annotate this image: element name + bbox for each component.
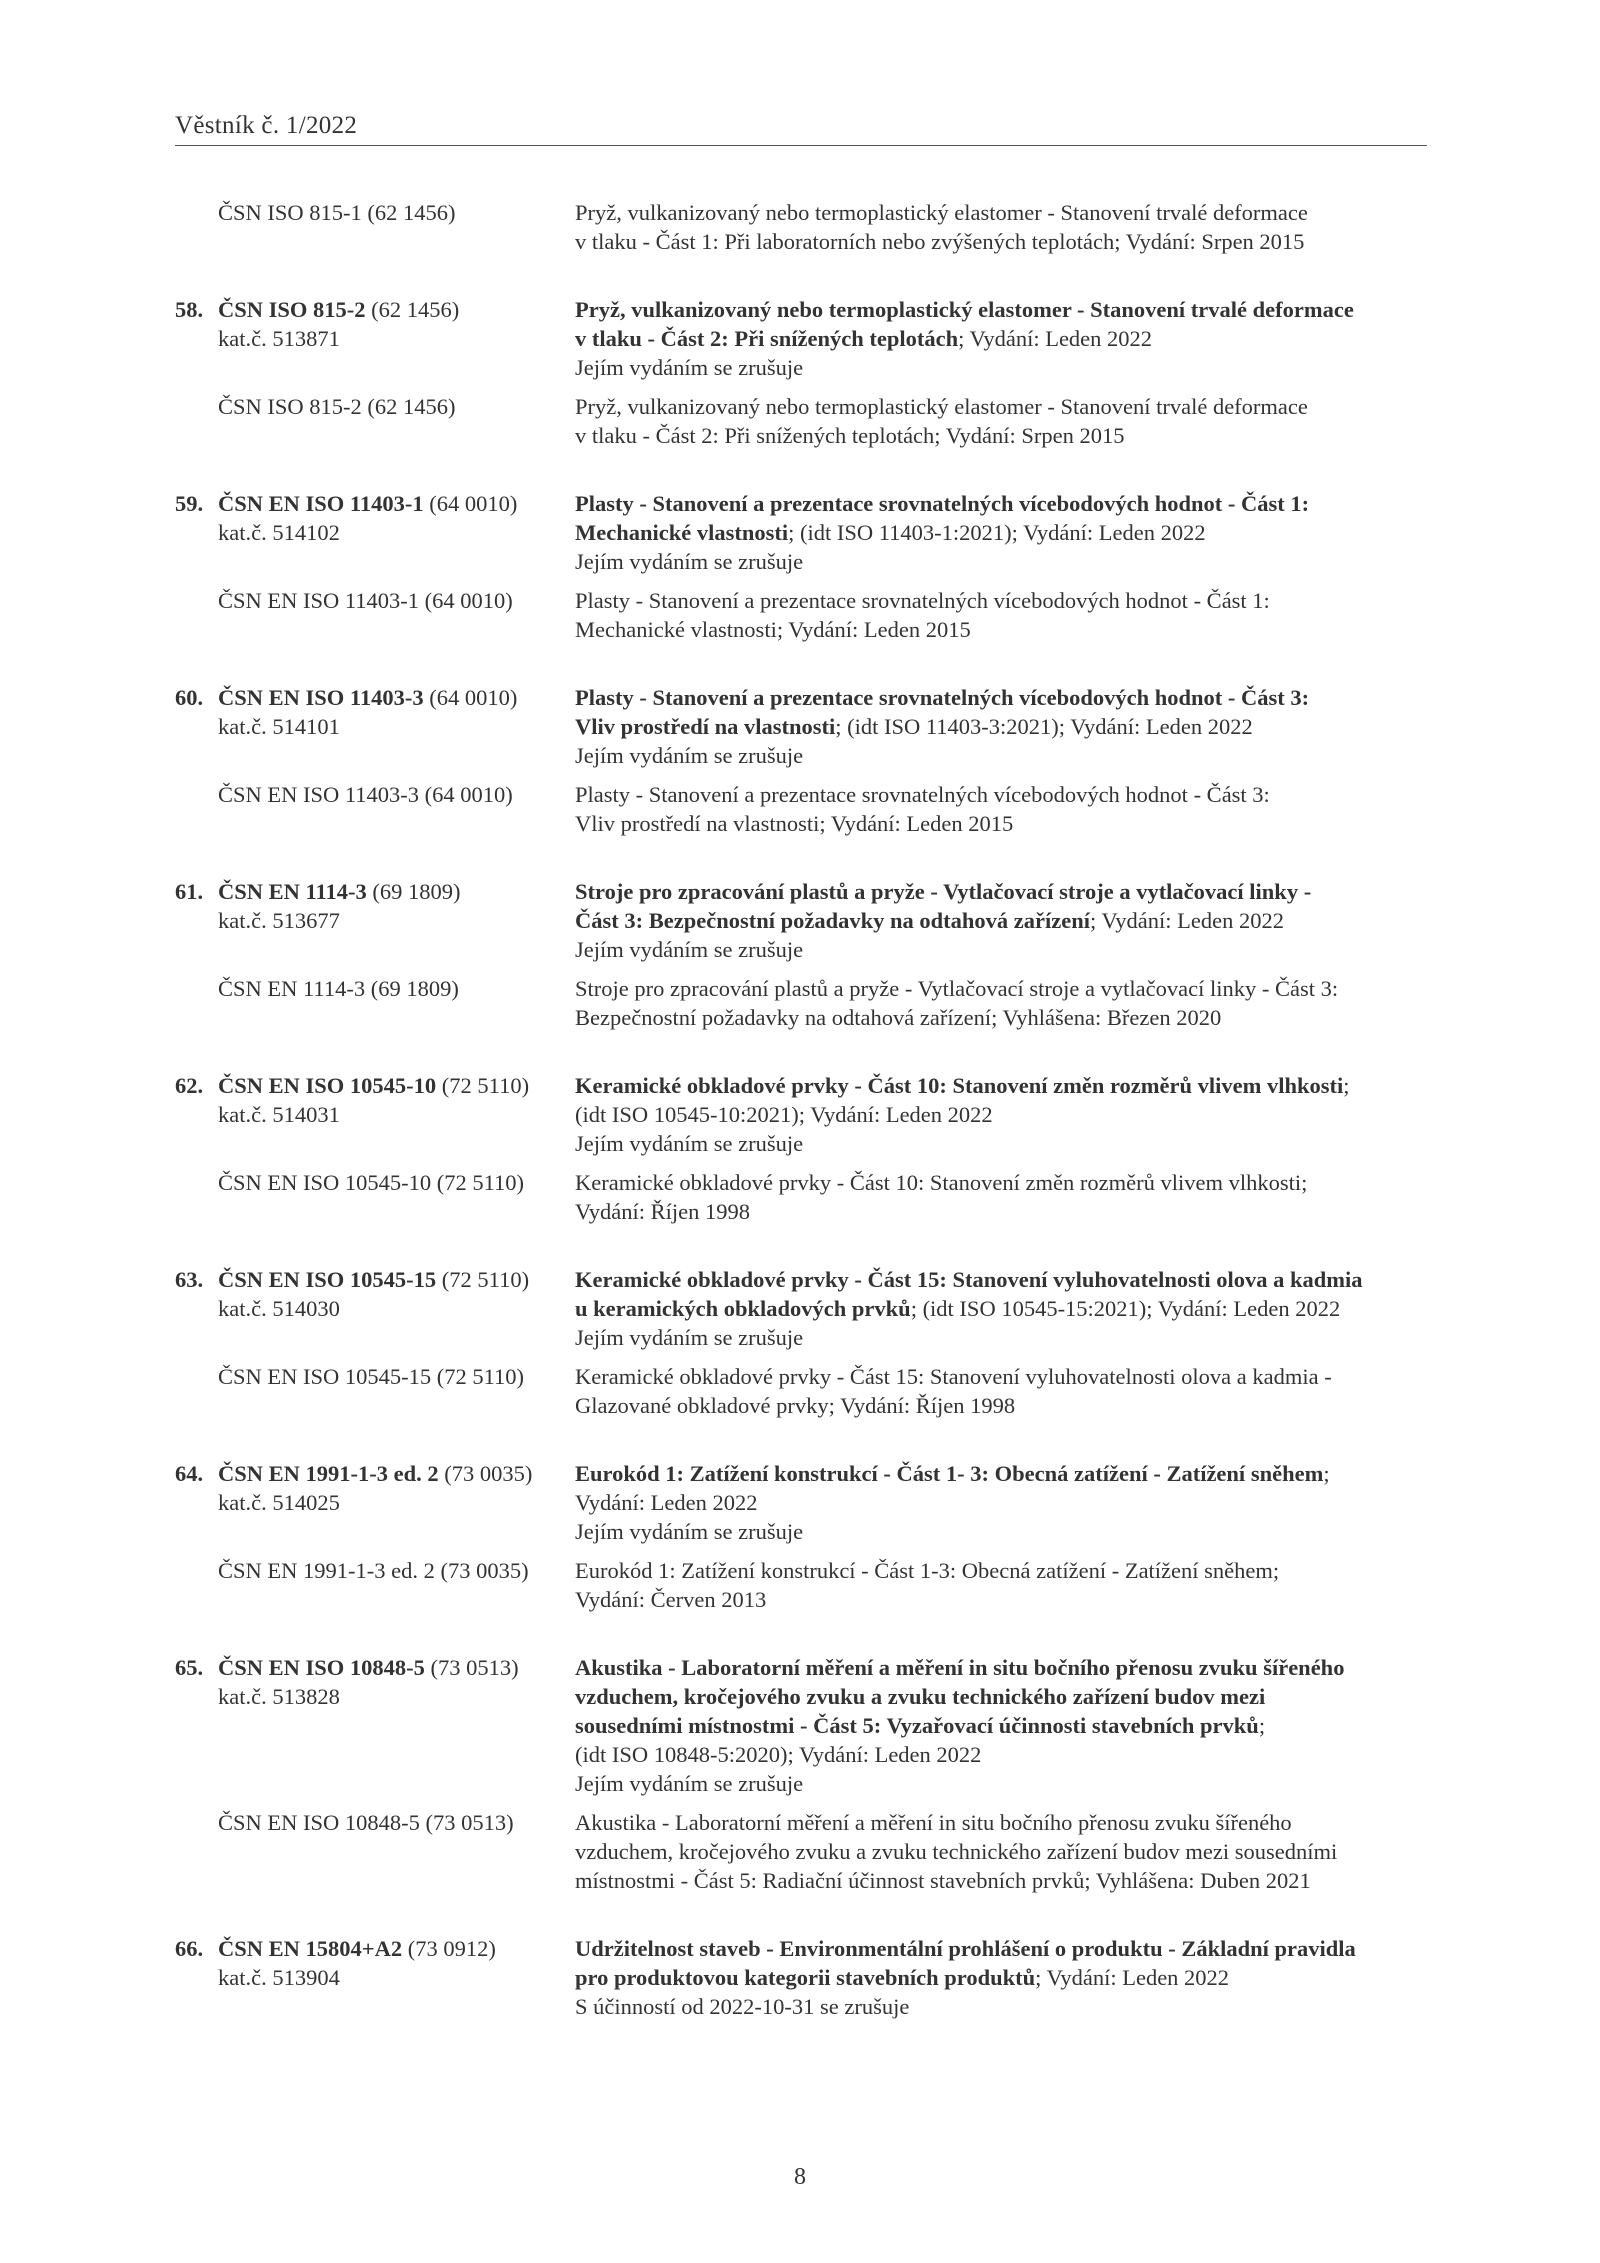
title-bold-text: vzduchem, kročejového zvuku a zvuku technického zařízení budov mezi — [575, 1684, 1266, 1709]
replaced-standard-code-cell — [175, 1556, 575, 1614]
replaced-standard-row — [175, 1168, 1427, 1226]
standard-code-cell — [175, 683, 575, 770]
page-number: 8 — [794, 2164, 806, 2190]
title-text: Jejím vydáním se zrušuje — [575, 1771, 804, 1796]
old-standard-code: ČSN ISO 815-1 (62 1456) — [218, 200, 456, 225]
title-bold-text: u keramických obkladových prvků — [575, 1296, 911, 1321]
replaced-standard-code-cell — [175, 780, 575, 838]
catalog-number: kat.č. 514030 — [218, 1296, 340, 1321]
old-standard-code-cell — [175, 198, 575, 256]
title-bold-text: Mechanické vlastnosti — [575, 520, 789, 545]
replaced-title-line: Bezpečnostní požadavky na odtahová zařízení; Vyhlášena: Březen 2020 — [575, 1005, 1222, 1030]
title-line — [575, 1740, 1427, 1769]
title-text: Jejím vydáním se zrušuje — [575, 1325, 804, 1350]
title-line — [575, 1517, 1427, 1546]
replaced-standard-row — [175, 780, 1427, 838]
standard-entry — [175, 1934, 1427, 2021]
catalog-number: kat.č. 513904 — [218, 1965, 340, 1990]
standard-class-number: (64 0010) — [423, 491, 518, 516]
standard-title — [575, 1071, 1427, 1158]
standard-title — [575, 877, 1427, 964]
replaced-standard-code-cell — [175, 1808, 575, 1895]
catalog-number: kat.č. 513677 — [218, 908, 340, 933]
title-line — [575, 877, 1427, 906]
title-line — [575, 935, 1427, 964]
title-line — [575, 518, 1427, 547]
replaced-standard-code: ČSN EN ISO 10545-15 (72 5110) — [218, 1364, 525, 1389]
replaced-title-line: Vliv prostředí na vlastnosti; Vydání: Leden 2015 — [575, 811, 1014, 836]
replaced-title-line: Stroje pro zpracování plastů a pryže - Vytlačovací stroje a vytlačovací linky - Část 3: — [575, 976, 1339, 1001]
title-text: Vydání: Leden 2022 — [575, 1490, 758, 1515]
title-bold-text: Stroje pro zpracování plastů a pryže - Vytlačovací stroje a vytlačovací linky - — [575, 879, 1312, 904]
replaced-title-line: Glazované obkladové prvky; Vydání: Říjen 1998 — [575, 1393, 1016, 1418]
title-bold-text: Vliv prostředí na vlastnosti — [575, 714, 836, 739]
standard-class-number: (64 0010) — [423, 685, 518, 710]
standard-code-cell — [175, 877, 575, 964]
standard-code: ČSN EN 15804+A2 — [218, 1936, 403, 1961]
replaced-title-line: v tlaku - Část 2: Při snížených teplotách; Vydání: Srpen 2015 — [575, 423, 1125, 448]
title-text: Jejím vydáním se zrušuje — [575, 743, 804, 768]
entry-number: 61. — [175, 879, 204, 904]
standard-code: ČSN EN ISO 10545-10 — [218, 1073, 437, 1098]
standard-class-number: (73 0912) — [402, 1936, 496, 1961]
replaced-title-line: Vydání: Říjen 1998 — [575, 1199, 750, 1224]
header-rule — [175, 145, 1427, 146]
replaced-standard-title — [575, 1168, 1427, 1226]
title-text: S účinností od 2022-10-31 se zrušuje — [575, 1994, 910, 2019]
title-line — [575, 1294, 1427, 1323]
title-text: Jejím vydáním se zrušuje — [575, 1131, 804, 1156]
replaced-standard-title — [575, 1808, 1427, 1895]
replaced-title-line: Vydání: Červen 2013 — [575, 1587, 767, 1612]
title-bold-text: Plasty - Stanovení a prezentace srovnatelných vícebodových hodnot - Část 3: — [575, 685, 1310, 710]
standard-entry — [175, 683, 1427, 838]
title-line — [575, 1711, 1427, 1740]
title-line — [575, 1992, 1427, 2021]
title-bold-text: Pryž, vulkanizovaný nebo termoplastický elastomer - Stanovení trvalé deformace — [575, 297, 1354, 322]
title-line — [575, 1265, 1427, 1294]
replaced-standard-row — [175, 586, 1427, 644]
standard-entry — [175, 489, 1427, 644]
new-standard-row — [175, 1653, 1427, 1798]
title-bold-text: pro produktovou kategorii stavebních produktů — [575, 1965, 1036, 1990]
title-line — [575, 1129, 1427, 1158]
title-line — [575, 1323, 1427, 1352]
title-line — [575, 1653, 1427, 1682]
replaced-standard-title — [575, 780, 1427, 838]
new-standard-row — [175, 1934, 1427, 2021]
replaced-title-line: vzduchem, kročejového zvuku a zvuku technického zařízení budov mezi sousedními — [575, 1839, 1338, 1864]
entry-number: 63. — [175, 1267, 204, 1292]
standard-class-number: (72 5110) — [436, 1267, 530, 1292]
replaced-title-line: Akustika - Laboratorní měření a měření in situ bočního přenosu zvuku šířeného — [575, 1810, 1292, 1835]
standard-title — [575, 1934, 1427, 2021]
title-text: ; (idt ISO 10545-15:2021); Vydání: Leden 2022 — [910, 1296, 1341, 1321]
title-text: (idt ISO 10848-5:2020); Vydání: Leden 2022 — [575, 1742, 982, 1767]
standard-code: ČSN ISO 815-2 — [218, 297, 366, 322]
title-text: ; (idt ISO 11403-3:2021); Vydání: Leden 2022 — [835, 714, 1253, 739]
title-line — [575, 295, 1427, 324]
replaced-standard-row — [175, 1808, 1427, 1895]
title-bold-text: Část 3: Bezpečnostní požadavky na odtahová zařízení — [575, 908, 1091, 933]
standard-entry — [175, 877, 1427, 1032]
catalog-number: kat.č. 514102 — [218, 520, 340, 545]
standard-entry — [175, 1071, 1427, 1226]
entry-number: 66. — [175, 1936, 204, 1961]
standard-code: ČSN EN ISO 10545-15 — [218, 1267, 437, 1292]
replaced-standard-row — [175, 1556, 1427, 1614]
standard-code: ČSN EN 1114-3 — [218, 879, 367, 904]
replaced-standard-row — [175, 974, 1427, 1032]
standard-code-cell — [175, 295, 575, 382]
title-line — [575, 1682, 1427, 1711]
catalog-number: kat.č. 513871 — [218, 326, 340, 351]
replaced-title-line: Pryž, vulkanizovaný nebo termoplastický elastomer - Stanovení trvalé deformace — [575, 394, 1308, 419]
title-bold-text: Plasty - Stanovení a prezentace srovnatelných vícebodových hodnot - Část 1: — [575, 491, 1310, 516]
title-text: ; — [1323, 1461, 1330, 1486]
standard-code-cell — [175, 1265, 575, 1352]
old-standard-row — [175, 198, 1427, 256]
title-line — [575, 1459, 1427, 1488]
standard-code: ČSN EN ISO 11403-3 — [218, 685, 424, 710]
title-line — [575, 1963, 1427, 1992]
standards-list — [175, 198, 1427, 2060]
title-line — [575, 712, 1427, 741]
standard-entry — [175, 295, 1427, 450]
standard-entry — [175, 1653, 1427, 1895]
replaced-title-line: Plasty - Stanovení a prezentace srovnatelných vícebodových hodnot - Část 3: — [575, 782, 1270, 807]
title-text: ; — [1343, 1073, 1350, 1098]
replaced-standard-code-cell — [175, 586, 575, 644]
title-text: Jejím vydáním se zrušuje — [575, 549, 804, 574]
top-old-entry — [175, 198, 1427, 256]
replaced-standard-title — [575, 1362, 1427, 1420]
title-line — [575, 741, 1427, 770]
old-title-line: v tlaku - Část 1: Při laboratorních nebo zvýšených teplotách; Vydání: Srpen 2015 — [575, 229, 1305, 254]
title-bold-text: sousedními místnostmi - Část 5: Vyzařovací účinnosti stavebních prvků — [575, 1713, 1259, 1738]
new-standard-row — [175, 1265, 1427, 1352]
old-title-line: Pryž, vulkanizovaný nebo termoplastický elastomer - Stanovení trvalé deformace — [575, 200, 1308, 225]
replaced-standard-code-cell — [175, 974, 575, 1032]
title-line — [575, 547, 1427, 576]
replaced-standard-title — [575, 586, 1427, 644]
standard-entry — [175, 1459, 1427, 1614]
new-standard-row — [175, 489, 1427, 576]
standard-code-cell — [175, 1653, 575, 1798]
replaced-standard-code: ČSN EN ISO 11403-3 (64 0010) — [218, 782, 513, 807]
new-standard-row — [175, 295, 1427, 382]
title-line — [575, 324, 1427, 353]
replaced-title-line: Keramické obkladové prvky - Část 10: Stanovení změn rozměrů vlivem vlhkosti; — [575, 1170, 1308, 1195]
title-line — [575, 489, 1427, 518]
replaced-standard-code-cell — [175, 1168, 575, 1226]
title-text: Jejím vydáním se zrušuje — [575, 355, 804, 380]
title-text: ; Vydání: Leden 2022 — [1090, 908, 1284, 933]
entry-number: 62. — [175, 1073, 204, 1098]
new-standard-row — [175, 1459, 1427, 1546]
replaced-title-line: Keramické obkladové prvky - Část 15: Stanovení vyluhovatelnosti olova a kadmia - — [575, 1364, 1332, 1389]
replaced-standard-code-cell — [175, 1362, 575, 1420]
title-bold-text: Udržitelnost staveb - Environmentální prohlášení o produktu - Základní pravidla — [575, 1936, 1356, 1961]
catalog-number: kat.č. 514031 — [218, 1102, 340, 1127]
title-line — [575, 906, 1427, 935]
standard-title — [575, 295, 1427, 382]
standard-code: ČSN EN ISO 11403-1 — [218, 491, 424, 516]
title-line — [575, 353, 1427, 382]
title-text: ; — [1258, 1713, 1266, 1738]
title-text: Jejím vydáním se zrušuje — [575, 1519, 804, 1544]
standard-title — [575, 1265, 1427, 1352]
title-bold-text: v tlaku - Část 2: Při snížených teplotách — [575, 326, 959, 351]
standard-code-cell — [175, 1071, 575, 1158]
new-standard-row — [175, 877, 1427, 964]
standard-class-number: (72 5110) — [436, 1073, 530, 1098]
title-line — [575, 1071, 1427, 1100]
replaced-standard-title — [575, 392, 1427, 450]
title-text: (idt ISO 10545-10:2021); Vydání: Leden 2022 — [575, 1102, 993, 1127]
replaced-standard-title — [575, 1556, 1427, 1614]
replaced-standard-code: ČSN EN ISO 10848-5 (73 0513) — [218, 1810, 514, 1835]
title-bold-text: Keramické obkladové prvky - Část 15: Stanovení vyluhovatelnosti olova a kadmia — [575, 1267, 1363, 1292]
standard-code-cell — [175, 1459, 575, 1546]
catalog-number: kat.č. 514101 — [218, 714, 340, 739]
replaced-standard-code-cell — [175, 392, 575, 450]
page-header-title: Věstník č. 1/2022 — [175, 112, 358, 139]
standard-code-cell — [175, 1934, 575, 2021]
title-line — [575, 1488, 1427, 1517]
replaced-standard-code: ČSN EN ISO 11403-1 (64 0010) — [218, 588, 513, 613]
title-bold-text: Eurokód 1: Zatížení konstrukcí - Část 1- 3: Obecná zatížení - Zatížení sněhem — [575, 1461, 1324, 1486]
entry-number: 60. — [175, 685, 204, 710]
new-standard-row — [175, 683, 1427, 770]
title-text: ; Vydání: Leden 2022 — [1035, 1965, 1230, 1990]
standard-class-number: (69 1809) — [366, 879, 461, 904]
replaced-title-line: Plasty - Stanovení a prezentace srovnatelných vícebodových hodnot - Část 1: — [575, 588, 1270, 613]
title-line — [575, 1769, 1427, 1798]
new-standard-row — [175, 1071, 1427, 1158]
title-line — [575, 1100, 1427, 1129]
standard-code: ČSN EN 1991-1-3 ed. 2 — [218, 1461, 439, 1486]
title-text: Jejím vydáním se zrušuje — [575, 937, 804, 962]
title-line — [575, 1934, 1427, 1963]
replaced-standard-code: ČSN ISO 815-2 (62 1456) — [218, 394, 456, 419]
replaced-standard-code: ČSN EN 1991-1-3 ed. 2 (73 0035) — [218, 1558, 529, 1583]
standard-class-number: (73 0035) — [438, 1461, 533, 1486]
standard-code: ČSN EN ISO 10848-5 — [218, 1655, 425, 1680]
entry-number: 65. — [175, 1655, 204, 1680]
replaced-title-line: Mechanické vlastnosti; Vydání: Leden 2015 — [575, 617, 971, 642]
title-bold-text: Keramické obkladové prvky - Část 10: Stanovení změn rozměrů vlivem vlhkosti — [575, 1073, 1344, 1098]
title-text: ; (idt ISO 11403-1:2021); Vydání: Leden 2022 — [788, 520, 1206, 545]
catalog-number: kat.č. 513828 — [218, 1684, 340, 1709]
standard-class-number: (62 1456) — [365, 297, 460, 322]
replaced-standard-title — [575, 974, 1427, 1032]
replaced-standard-row — [175, 392, 1427, 450]
standard-title — [575, 683, 1427, 770]
standard-title — [575, 1459, 1427, 1546]
title-bold-text: Akustika - Laboratorní měření a měření in situ bočního přenosu zvuku šířeného — [575, 1655, 1345, 1680]
standard-entry — [175, 1265, 1427, 1420]
standard-title — [575, 489, 1427, 576]
entry-number: 64. — [175, 1461, 204, 1486]
replaced-title-line: Eurokód 1: Zatížení konstrukcí - Část 1-3: Obecná zatížení - Zatížení sněhem; — [575, 1558, 1280, 1583]
standard-code-cell — [175, 489, 575, 576]
title-line — [575, 683, 1427, 712]
replaced-title-line: místnostmi - Část 5: Radiační účinnost stavebních prvků; Vyhlášena: Duben 2021 — [575, 1868, 1311, 1893]
old-standard-title — [575, 198, 1427, 256]
standard-class-number: (73 0513) — [424, 1655, 519, 1680]
entry-number: 58. — [175, 297, 204, 322]
replaced-standard-code: ČSN EN 1114-3 (69 1809) — [218, 976, 459, 1001]
standard-title — [575, 1653, 1427, 1798]
replaced-standard-row — [175, 1362, 1427, 1420]
title-text: ; Vydání: Leden 2022 — [958, 326, 1153, 351]
replaced-standard-code: ČSN EN ISO 10545-10 (72 5110) — [218, 1170, 525, 1195]
entry-number: 59. — [175, 491, 204, 516]
catalog-number: kat.č. 514025 — [218, 1490, 340, 1515]
